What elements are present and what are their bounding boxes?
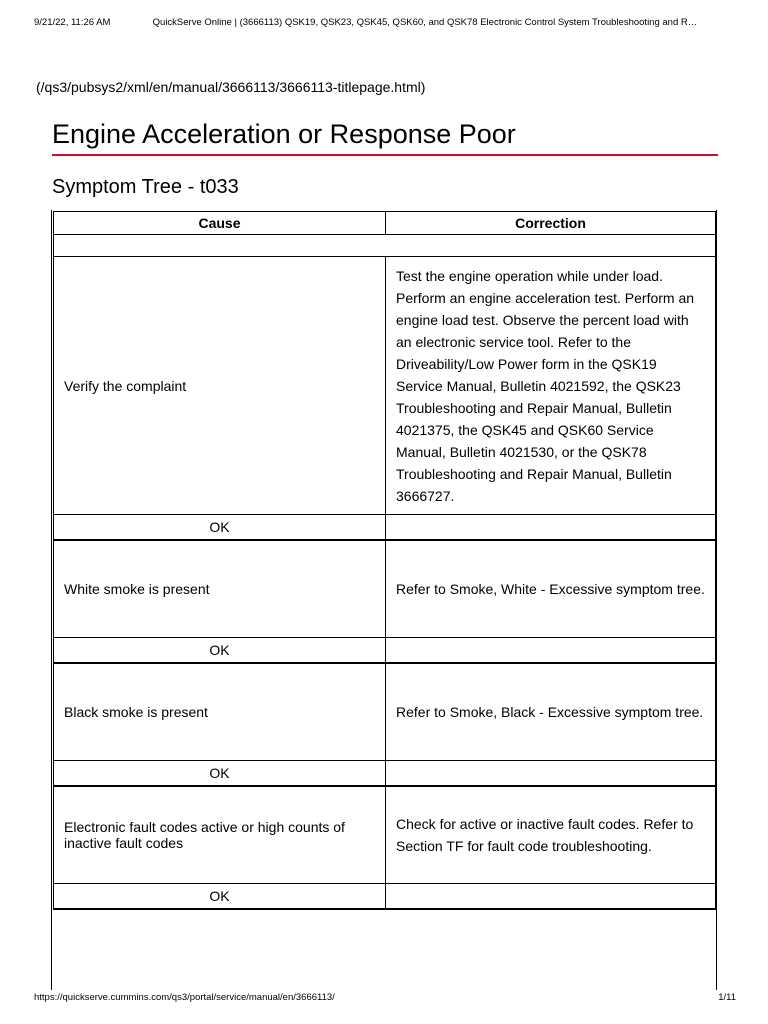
content-frame-right-border bbox=[716, 210, 717, 990]
cause-column-header: Cause bbox=[54, 212, 386, 235]
table-row bbox=[54, 257, 716, 515]
cause-cell: Verify the complaint bbox=[54, 257, 386, 515]
ok-row bbox=[54, 515, 716, 541]
ok-row bbox=[54, 884, 716, 910]
cause-cell: Black smoke is present bbox=[54, 663, 386, 761]
ok-label: OK bbox=[54, 638, 386, 664]
content-frame-left-border bbox=[51, 210, 52, 990]
print-header bbox=[34, 17, 754, 28]
ok-label: OK bbox=[54, 761, 386, 787]
print-document-title: QuickServe Online | (3666113) QSK19, QSK23, QSK45, QSK60, and QSK78 Electronic Control System Troubleshooting and R… bbox=[152, 17, 698, 28]
print-page-number: 1/11 bbox=[718, 992, 736, 1003]
correction-cell: Refer to Smoke, Black - Excessive symptom tree. bbox=[386, 663, 716, 761]
table-row bbox=[54, 663, 716, 761]
spacer-row bbox=[54, 235, 716, 257]
page-title: Engine Acceleration or Response Poor bbox=[52, 118, 718, 156]
correction-cell: Test the engine operation while under load. Perform an engine acceleration test. Perform an engine load test. Observe the percent load with an electronic service tool. Refer to the Driveability/Low Power form in the QSK19 Service Manual, Bulletin 4021592, the QSK23 Troubleshooting and Repair Manual, Bulletin 4021375, the QSK45 and QSK60 Service Manual, Bulletin 4021530, or the QSK78 Troubleshooting and Repair Manual, Bulletin 3666727. bbox=[386, 257, 716, 515]
titlepage-link[interactable]: (/qs3/pubsys2/xml/en/manual/3666113/3666113-titlepage.html) bbox=[36, 79, 426, 95]
correction-cell: Check for active or inactive fault codes. Refer to Section TF for fault code troubleshooting. bbox=[386, 786, 716, 884]
ok-label: OK bbox=[54, 884, 386, 910]
correction-column-header: Correction bbox=[386, 212, 716, 235]
table-row bbox=[54, 786, 716, 884]
section-title: Symptom Tree - t033 bbox=[52, 176, 239, 198]
table-row bbox=[54, 540, 716, 638]
cause-cell: Electronic fault codes active or high counts of inactive fault codes bbox=[54, 786, 386, 884]
ok-row bbox=[54, 761, 716, 787]
ok-row bbox=[54, 638, 716, 664]
symptom-tree-table bbox=[53, 211, 716, 910]
cause-cell: White smoke is present bbox=[54, 540, 386, 638]
print-footer bbox=[34, 992, 736, 1003]
ok-label: OK bbox=[54, 515, 386, 541]
print-footer-url: https://quickserve.cummins.com/qs3/portal/service/manual/en/3666113/ bbox=[34, 992, 335, 1003]
correction-cell: Refer to Smoke, White - Excessive symptom tree. bbox=[386, 540, 716, 638]
table-header-row bbox=[54, 212, 716, 235]
print-date: 9/21/22, 11:26 AM bbox=[34, 17, 111, 28]
